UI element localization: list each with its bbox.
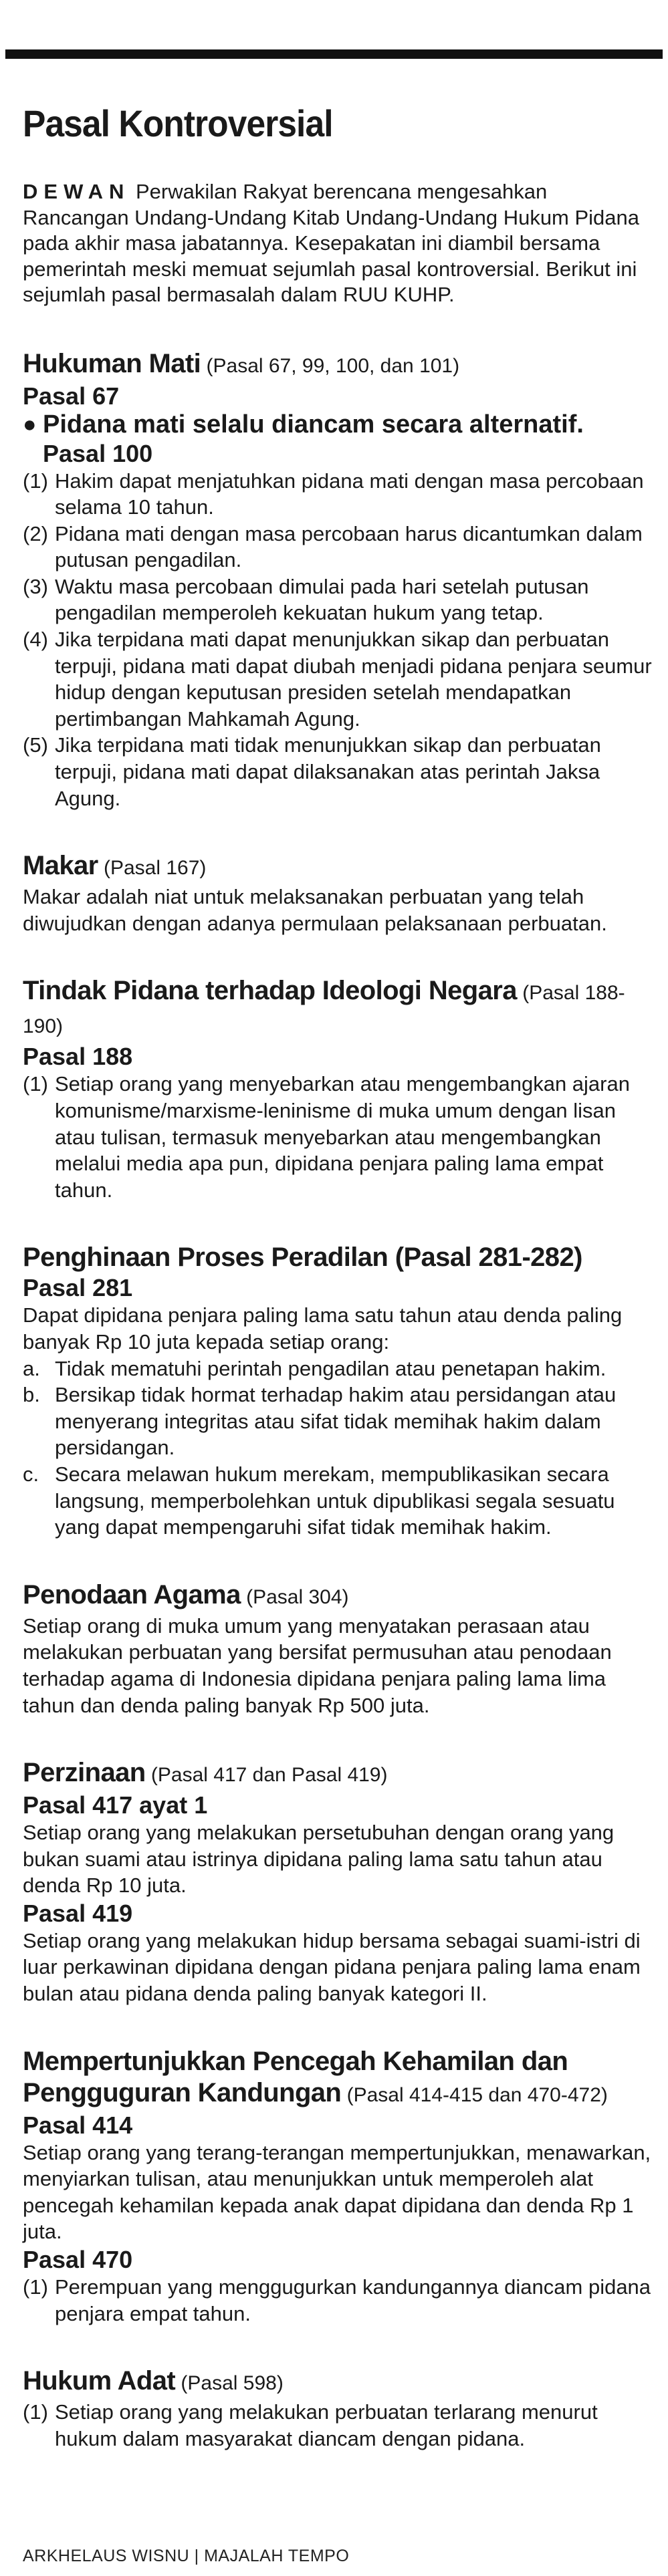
list-text: Hakim dapat menjatuhkan pidana mati dengan masa percobaan selama 10 tahun. bbox=[55, 469, 644, 519]
section-pencegah-kehamilan bbox=[23, 2046, 653, 2327]
section-heading bbox=[23, 850, 653, 884]
heading-ref: (Pasal 188-190) bbox=[23, 982, 625, 1038]
intro-lead: DEWAN bbox=[23, 180, 130, 203]
list-number: (3) bbox=[23, 574, 48, 598]
list-item bbox=[23, 2399, 653, 2452]
heading-text: Penodaan Agama bbox=[23, 1579, 241, 1609]
list-item bbox=[23, 2274, 653, 2327]
section-heading bbox=[23, 2365, 653, 2399]
pasal-417-heading: Pasal 417 ayat 1 bbox=[23, 1791, 208, 1819]
section-text: Dapat dipidana penjara paling lama satu tahun atau denda paling banyak Rp 10 juta kepada setiap orang: bbox=[23, 1303, 623, 1354]
section-hukum-adat bbox=[23, 2365, 653, 2452]
pasal-414-heading: Pasal 414 bbox=[23, 2111, 133, 2139]
section-makar bbox=[23, 850, 653, 936]
list-number: c. bbox=[23, 1462, 39, 1486]
page-title: Pasal Kontroversial bbox=[23, 102, 333, 144]
list-text: Secara melawan hukum merekam, mempublikasikan secara langsung, memperbolehkan untuk dipublikasi segala sesuatu yang dapat mempengaruhi sifat tidak memihak hakim. bbox=[55, 1462, 615, 1539]
list-item bbox=[23, 573, 653, 626]
bullet-text: Pidana mati selalu diancam secara alternatif. bbox=[43, 410, 584, 438]
list-item bbox=[23, 521, 653, 573]
pasal-419-heading: Pasal 419 bbox=[23, 1899, 133, 1927]
heading-text: Perzinaan bbox=[23, 1758, 146, 1788]
section-penodaan-agama bbox=[23, 1579, 653, 1718]
article bbox=[23, 102, 653, 2490]
section-heading bbox=[23, 348, 653, 382]
section-heading bbox=[23, 1757, 653, 1791]
pasal-470-heading: Pasal 470 bbox=[23, 2246, 133, 2274]
list-number: (1) bbox=[23, 2400, 48, 2424]
bullet-icon: ● bbox=[23, 411, 37, 437]
heading-text: Hukuman Mati bbox=[23, 348, 201, 378]
list-number: a. bbox=[23, 1356, 40, 1380]
list-text: Pidana mati dengan masa percobaan harus dicantumkan dalam putusan pengadilan. bbox=[55, 521, 643, 572]
pasal-281-heading: Pasal 281 bbox=[23, 1274, 133, 1302]
credit-line: ARKHELAUS WISNU | MAJALAH TEMPO bbox=[23, 2547, 350, 2565]
section-heading bbox=[23, 1579, 653, 1613]
heading-ref: (Pasal 167) bbox=[98, 857, 207, 880]
section-heading bbox=[23, 975, 653, 1042]
list-item bbox=[23, 1461, 653, 1541]
heading-text: Hukum Adat bbox=[23, 2366, 176, 2396]
section-heading: Penghinaan Proses Peradilan (Pasal 281-282) bbox=[23, 1243, 582, 1273]
section-hukuman-mati bbox=[23, 348, 653, 812]
pasal-100-heading: Pasal 100 bbox=[43, 439, 153, 467]
list-text: Jika terpidana mati tidak menunjukkan sikap dan perbuatan terpuji, pidana mati dapat dilaksanakan atas perintah Jaksa Agung. bbox=[55, 733, 601, 810]
list-item bbox=[23, 1382, 653, 1461]
list-number: (1) bbox=[23, 1072, 48, 1096]
pasal-67-heading: Pasal 67 bbox=[23, 382, 120, 410]
heading-text: Makar bbox=[23, 851, 98, 881]
section-text: Makar adalah niat untuk melaksanakan perbuatan yang telah diwujudkan dengan adanya permulaan pelaksanaan perbuatan. bbox=[23, 885, 607, 935]
pasal-188-heading: Pasal 188 bbox=[23, 1043, 133, 1071]
intro-paragraph bbox=[23, 179, 653, 308]
list-text: Bersikap tidak hormat terhadap hakim atau persidangan atau menyerang integritas atau sifat tidak memihak hakim dalam persidangan. bbox=[55, 1383, 617, 1460]
heading-ref: (Pasal 67, 99, 100, dan 101) bbox=[201, 354, 460, 377]
section-heading bbox=[23, 2046, 653, 2111]
list-text: Setiap orang yang menyebarkan atau mengembangkan ajaran komunisme/marxisme-leninisme di muka umum dengan lisan atau tulisan, termasuk menyebarkan atau mengembangkan melalui media apa pun, dipidana penjara paling lama empat tahun. bbox=[55, 1072, 630, 1202]
heading-text: Tindak Pidana terhadap Ideologi Negara bbox=[23, 976, 517, 1006]
top-rule bbox=[5, 49, 663, 59]
bullet-line bbox=[23, 410, 653, 439]
heading-ref: (Pasal 417 dan Pasal 419) bbox=[145, 1764, 388, 1787]
list-text: Tidak mematuhi perintah pengadilan atau penetapan hakim. bbox=[55, 1356, 606, 1380]
list-text: Waktu masa percobaan dimulai pada hari setelah putusan pengadilan memperoleh kekuatan hukum yang tetap. bbox=[55, 574, 589, 625]
list-item bbox=[23, 468, 653, 521]
list-text: Perempuan yang menggugurkan kandungannya diancam pidana penjara empat tahun. bbox=[55, 2275, 651, 2325]
list-text: Setiap orang yang melakukan perbuatan terlarang menurut hukum dalam masyarakat diancam dengan pidana. bbox=[55, 2400, 598, 2450]
list-item bbox=[23, 626, 653, 732]
list-text: Jika terpidana mati dapat menunjukkan sikap dan perbuatan terpuji, pidana mati dapat diubah menjadi pidana penjara seumur hidup dengan keputusan presiden setelah mendapatkan pertimbangan Mahkamah Agung. bbox=[55, 628, 652, 731]
heading-ref: (Pasal 304) bbox=[240, 1585, 349, 1608]
section-text: Setiap orang di muka umum yang menyatakan perasaan atau melakukan perbuatan yang bersifat permusuhan atau penodaan terhadap agama di Indonesia dipidana penjara paling lama lima tahun dan denda paling banyak Rp 500 juta. bbox=[23, 1614, 612, 1717]
list-number: (4) bbox=[23, 628, 48, 652]
intro-text: Perwakilan Rakyat berencana mengesahkan Rancangan Undang-Undang Kitab Undang-Undang Hukum Pidana pada akhir masa jabatannya. Kesepakatan ini diambil bersama pemerintah meski memuat sejumlah pasal kontroversial. Berikut ini sejumlah pasal bermasalah dalam RUU KUHP. bbox=[23, 180, 640, 306]
heading-ref: (Pasal 598) bbox=[175, 2372, 284, 2395]
list-item bbox=[23, 1071, 653, 1203]
list-number: b. bbox=[23, 1383, 40, 1407]
list-item bbox=[23, 732, 653, 811]
section-text: Setiap orang yang melakukan hidup bersama sebagai suami-istri di luar perkawinan dipidana dengan pidana penjara paling lama enam bulan atau pidana denda paling banyak kategori II. bbox=[23, 1928, 641, 2006]
list-number: (5) bbox=[23, 733, 48, 757]
section-text: Setiap orang yang terang-terangan mempertunjukkan, menawarkan, menyiarkan tulisan, atau menunjukkan untuk memperoleh alat pencegah kehamilan kepada anak dapat dipidana dan denda Rp 1 juta. bbox=[23, 2140, 651, 2244]
list-item bbox=[23, 1356, 653, 1382]
list-number: (1) bbox=[23, 2275, 48, 2299]
list-number: (2) bbox=[23, 521, 48, 545]
section-text: Setiap orang yang melakukan persetubuhan dengan orang yang bukan suami atau istrinya dipidana paling lama satu tahun atau denda Rp 10 juta. bbox=[23, 1821, 615, 1898]
section-perzinaan bbox=[23, 1757, 653, 2007]
list-number: (1) bbox=[23, 469, 48, 493]
section-penghinaan-peradilan bbox=[23, 1242, 653, 1540]
heading-text: Mempertunjukkan Pencegah Kehamilan dan Pengguguran Kandungan bbox=[23, 2046, 568, 2107]
heading-ref: (Pasal 414-415 dan 470-472) bbox=[341, 2083, 608, 2106]
section-ideologi-negara bbox=[23, 975, 653, 1203]
